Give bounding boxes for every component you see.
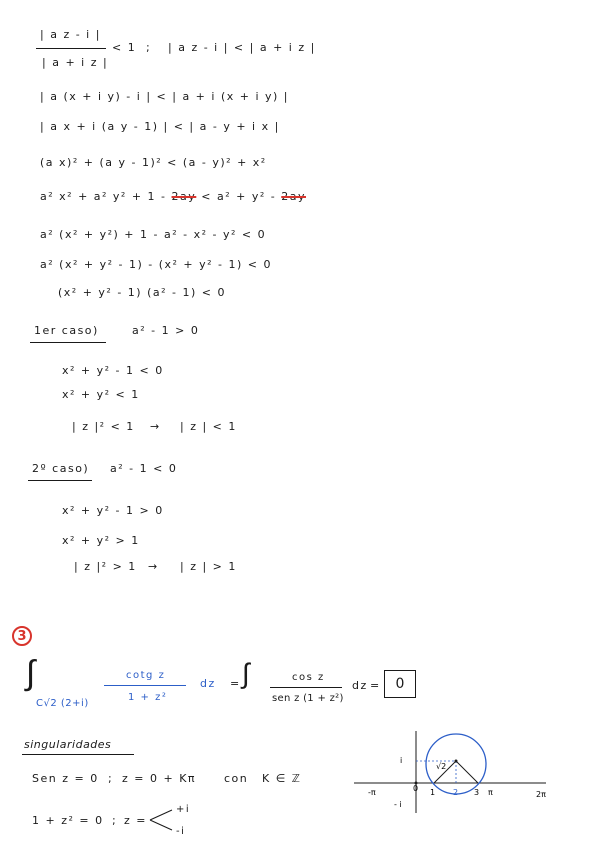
equals-sign-1: = (230, 677, 241, 690)
label-neg-i: - i (394, 800, 402, 809)
integrand-1-numerator: cotg z (126, 670, 166, 681)
case-1-underline (30, 342, 106, 343)
equation-line-5 (40, 190, 306, 203)
case-1-arrow: → (150, 420, 161, 433)
label-neg-pi: -π (368, 788, 376, 797)
label-one: 1 (430, 788, 436, 797)
integrand-1-bar (104, 685, 186, 686)
equation-line-5-mid: < a² + y² - (201, 190, 277, 203)
label-pi: π (488, 788, 493, 797)
case-1-line-1: x² + y² - 1 < 0 (62, 364, 164, 377)
case-2-arrow: → (148, 560, 159, 573)
case-2-line-1: x² + y² - 1 > 0 (62, 504, 164, 517)
case-1-line-2: x² + y² < 1 (62, 388, 140, 401)
case-1-line-3: | z |² < 1 (72, 420, 135, 433)
contour-circle (426, 734, 486, 794)
contour-diagram (350, 725, 550, 815)
singularity-1-lhs: Sen z = 0 (32, 772, 99, 785)
integral-sign-1: ∫ (26, 653, 36, 693)
boxed-result: 0 (384, 670, 416, 698)
integrand-2-denominator: sen z (1 + z²) (272, 693, 344, 704)
singularities-underline (22, 754, 134, 755)
case-1-label: 1er caso) (34, 324, 99, 337)
root-branch-icon (148, 806, 176, 834)
fraction-bar (36, 48, 106, 49)
equation-line-8: (x² + y² - 1) (a² - 1) < 0 (58, 286, 226, 299)
integrand-2-numerator: cos z (292, 672, 325, 683)
equation-line-7: a² (x² + y² - 1) - (x² + y² - 1) < 0 (40, 258, 273, 271)
singularity-2-lhs: 1 + z² = 0 (32, 814, 104, 827)
equation-line-3: | a x + i (a y - 1) | < | a - y + i x | (40, 120, 280, 133)
singularity-2-root-1: +i (176, 804, 191, 815)
integral-sign-2: ∫ (242, 657, 250, 690)
equation-line-4: (a x)² + (a y - 1)² < (a - y)² + x² (40, 156, 267, 169)
fraction-denominator: | a + i z | (42, 56, 109, 69)
label-two: 2 (453, 788, 459, 797)
separator-semicolon: ; (146, 41, 152, 54)
cancelled-term-1: 2ay (171, 190, 197, 203)
singularity-2-z: z = (124, 814, 147, 827)
singularities-heading: singularidades (24, 738, 112, 751)
radius-line-right (456, 761, 478, 783)
case-2-result: | z | > 1 (180, 560, 237, 573)
equation-line-2: | a (x + i y) - i | < | a + i (x + i y) | (40, 90, 290, 103)
differential-1: dz (200, 677, 216, 690)
case-2-underline (28, 480, 92, 481)
integrand-2-bar (270, 687, 342, 688)
singularity-1-con: con (224, 772, 249, 785)
equation-line-1: | a z - i | < | a + i z | (168, 41, 316, 54)
label-2pi: 2π (536, 790, 546, 799)
singularity-2-root-2: -i (176, 826, 186, 837)
cancelled-term-2: 2ay (281, 190, 306, 203)
case-2-line-3: | z |² > 1 (74, 560, 137, 573)
case-2-condition: a² - 1 < 0 (110, 462, 178, 475)
case-2-line-2: x² + y² > 1 (62, 534, 140, 547)
singularity-2-semicolon: ; (112, 814, 118, 827)
singularity-1-semicolon: ; (108, 772, 114, 785)
point-center (455, 760, 458, 763)
label-radius: √2 (436, 762, 447, 771)
equation-line-6: a² (x² + y²) + 1 - a² - x² - y² < 0 (40, 228, 267, 241)
equals-sign-2: = (370, 679, 381, 692)
fraction-rhs: < 1 (112, 41, 137, 54)
integrand-1-denominator: 1 + z² (128, 692, 168, 703)
fraction-numerator: | a z - i | (40, 28, 101, 41)
case-2-label: 2º caso) (32, 462, 90, 475)
singularity-1-rhs: z = 0 + Kπ (122, 772, 197, 785)
case-1-condition: a² - 1 > 0 (132, 324, 200, 337)
differential-2: dz (352, 679, 368, 692)
singularity-1-set: K ∈ ℤ (262, 772, 302, 785)
case-1-result: | z | < 1 (180, 420, 237, 433)
label-zero: 0 (413, 784, 419, 793)
label-i: i (400, 756, 403, 765)
label-three: 3 (474, 788, 480, 797)
equation-line-5-left: a² x² + a² y² + 1 - (40, 190, 167, 203)
contour-subscript: C√2 (2+i) (36, 698, 89, 709)
problem-number-badge: 3 (12, 626, 32, 646)
